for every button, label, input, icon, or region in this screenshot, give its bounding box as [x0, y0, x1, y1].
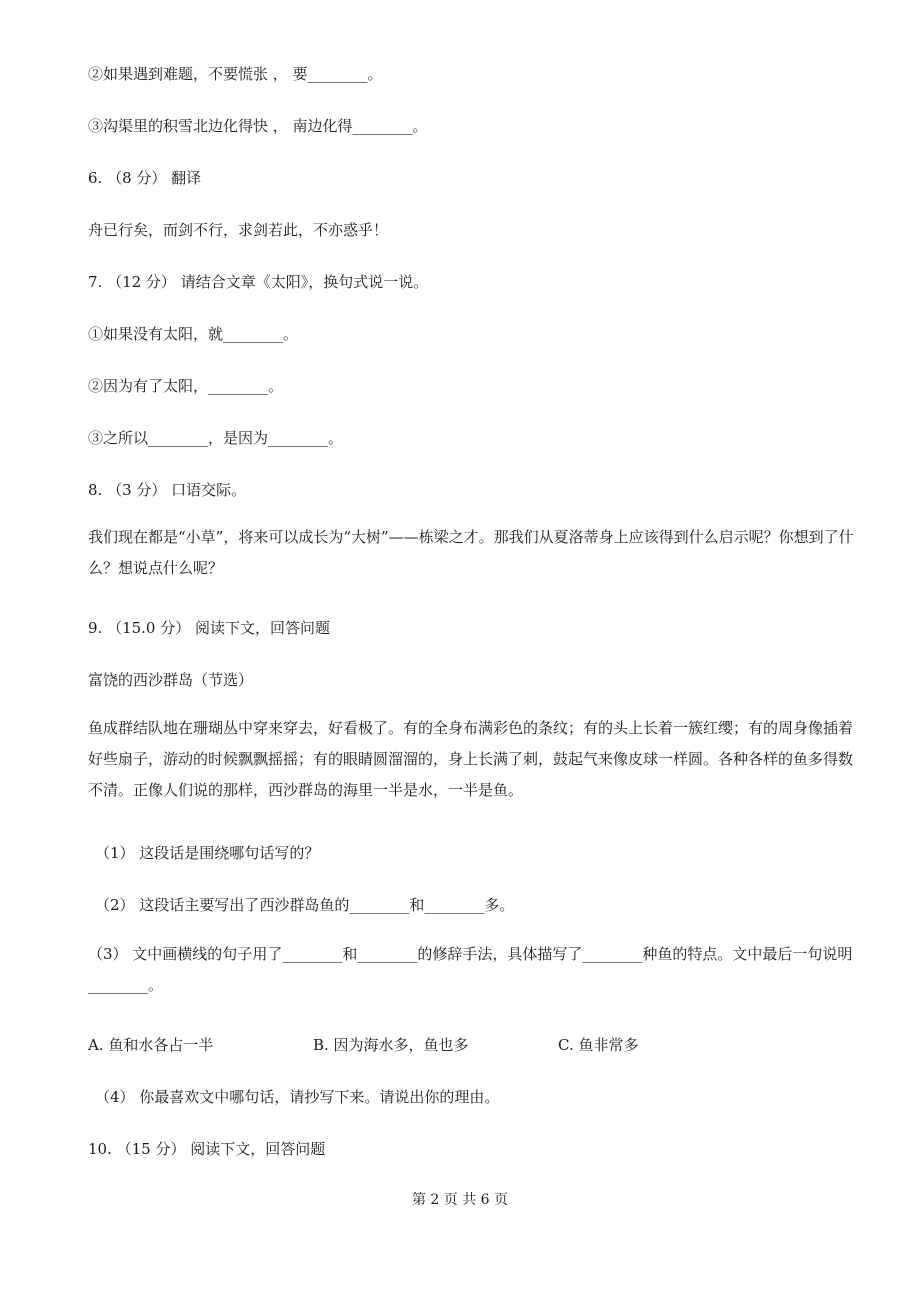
option-c: C. 鱼非常多: [558, 1036, 639, 1054]
q9-options: [88, 1035, 788, 1057]
q9-sub-2: （2） 这段话主要写出了西沙群岛鱼的________和________多。: [95, 896, 515, 914]
q10-heading: 10. （15 分） 阅读下文，回答问题: [88, 1140, 326, 1158]
q9-sub-3: （3） 文中画横线的句子用了________和________的修辞手法，具体描写了________种鱼的特点。文中最后一句说明________。: [88, 945, 853, 994]
option-a: A. 鱼和水各占一半: [88, 1036, 214, 1054]
option-b: B. 因为海水多，鱼也多: [313, 1036, 469, 1054]
q6-text: 舟已行矣，而剑不行，求剑若此，不亦惑乎！: [88, 221, 389, 239]
q9-sub-4: （4） 你最喜欢文中哪句话，请抄写下来。请说出你的理由。: [95, 1088, 500, 1106]
q7-item-2: ②因为有了太阳，________。: [88, 377, 284, 395]
q5-line-3: ③沟渠里的积雪北边化得快 ， 南边化得________。: [88, 117, 428, 135]
q7-item-3: ③之所以________，是因为________。: [88, 429, 344, 447]
q9-sub-1: （1） 这段话是围绕哪句话写的？: [95, 844, 320, 862]
q9-heading: 9. （15.0 分） 阅读下文，回答问题: [88, 619, 331, 637]
q5-line-2: ②如果遇到难题，不要慌张 ， 要________。: [88, 65, 383, 83]
q9-passage: 鱼成群结队地在珊瑚丛中穿来穿去，好看极了。有的全身布满彩色的条纹；有的头上长着一簇红缨；有的周身像插着好些扇子，游动的时候飘飘摇摇；有的眼睛圆溜溜的，身上长满了刺，鼓起气来像皮球一样圆。各种各样的鱼多得数不清。正像人们说的那样，西沙群岛的海里一半是水，一半是鱼。: [88, 719, 854, 799]
q7-heading: 7. （12 分） 请结合文章《太阳》，换句式说一说。: [88, 273, 429, 291]
q8-text: 我们现在都是“小草”，将来可以成长为“大树”——栋梁之才。那我们从夏洛蒂身上应该得到什么启示呢？你想到了什么？想说点什么呢？: [88, 528, 854, 577]
q9-passage-title: 富饶的西沙群岛（节选）: [88, 671, 254, 689]
q8-heading: 8. （3 分） 口语交际。: [88, 481, 247, 499]
page-footer: 第 2 页 共 6 页: [411, 1192, 509, 1208]
q7-item-1: ①如果没有太阳，就________。: [88, 325, 299, 343]
q6-heading: 6. （8 分） 翻译: [88, 169, 202, 187]
